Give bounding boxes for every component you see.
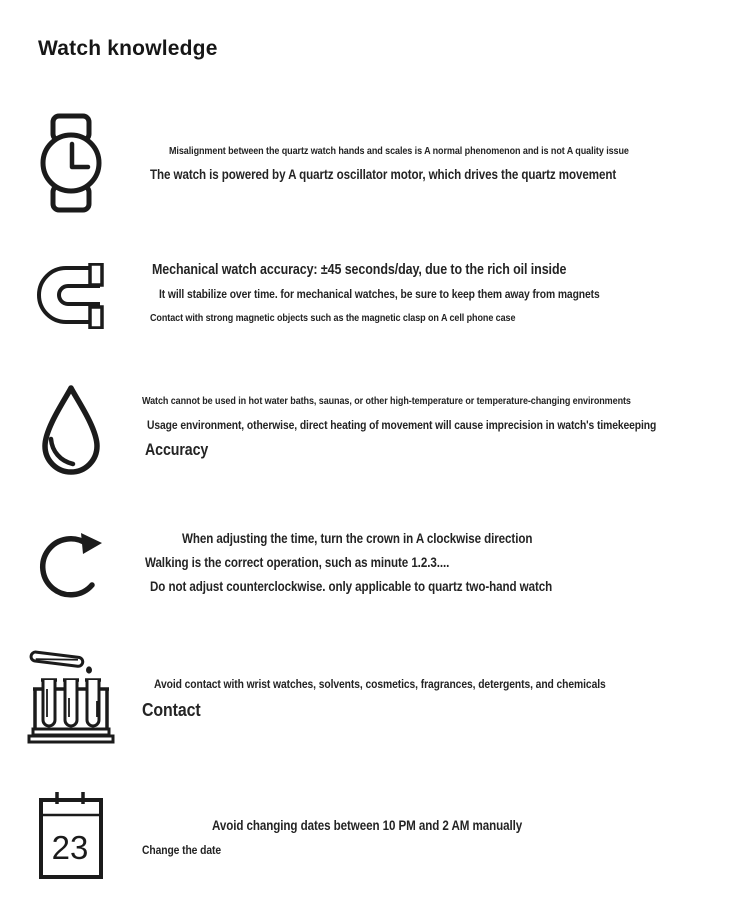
section-quartz-movement bbox=[0, 113, 750, 213]
info-text: Usage environment, otherwise, direct heating of movement will cause imprecision in watch's timekeeping bbox=[147, 418, 657, 432]
info-line bbox=[150, 575, 750, 599]
calendar-icon bbox=[0, 790, 142, 880]
info-text: When adjusting the time, turn the crown in A clockwise direction bbox=[182, 531, 533, 546]
section-chemicals bbox=[0, 641, 750, 747]
info-text: Contact with strong magnetic objects such as the magnetic clasp on A cell phone case bbox=[150, 312, 516, 324]
water-drop-icon bbox=[0, 383, 142, 481]
info-line bbox=[169, 139, 750, 163]
info-line bbox=[145, 551, 750, 575]
page-title: Watch knowledge bbox=[38, 37, 218, 60]
info-text: Walking is the correct operation, such as minute 1.2.3.... bbox=[145, 555, 450, 570]
info-line bbox=[154, 672, 750, 696]
clockwise-arrow-icon bbox=[0, 523, 142, 607]
info-text: Watch cannot be used in hot water baths, saunas, or other high-temperature or temperature-changing environments bbox=[142, 395, 631, 407]
info-line bbox=[152, 258, 750, 282]
info-line bbox=[212, 814, 750, 838]
info-line bbox=[142, 696, 750, 723]
info-text: Avoid changing dates between 10 PM and 2 AM manually bbox=[212, 818, 523, 833]
chemicals-icon bbox=[0, 643, 142, 747]
info-line bbox=[159, 282, 750, 306]
info-line bbox=[142, 838, 750, 862]
info-text: Change the date bbox=[142, 843, 221, 857]
section-magnetism bbox=[0, 256, 750, 330]
info-text: The watch is powered by A quartz oscillator motor, which drives the quartz movement bbox=[150, 167, 617, 182]
info-text: Contact bbox=[142, 699, 201, 720]
info-line bbox=[147, 413, 750, 437]
info-line bbox=[142, 389, 750, 413]
section-date-change bbox=[0, 788, 750, 880]
watch-icon bbox=[0, 113, 142, 213]
section-temperature bbox=[0, 383, 750, 481]
info-text: Accuracy bbox=[145, 441, 209, 459]
info-line bbox=[145, 437, 750, 463]
info-text: It will stabilize over time. for mechanical watches, be sure to keep them away from magnets bbox=[159, 287, 600, 301]
info-text: Do not adjust counterclockwise. only applicable to quartz two-hand watch bbox=[150, 579, 553, 594]
section-time-adjustment bbox=[0, 520, 750, 607]
info-text: Avoid contact with wrist watches, solvents, cosmetics, fragrances, detergents, and chemicals bbox=[154, 677, 606, 691]
info-line bbox=[150, 163, 750, 187]
info-line bbox=[182, 527, 750, 551]
info-line bbox=[150, 306, 750, 330]
info-text: Misalignment between the quartz watch hands and scales is A normal phenomenon and is not A quality issue bbox=[169, 145, 629, 157]
magnet-icon bbox=[0, 263, 142, 329]
calendar-day: 23 bbox=[51, 829, 89, 866]
info-text: Mechanical watch accuracy: ±45 seconds/day, due to the rich oil inside bbox=[152, 262, 567, 278]
